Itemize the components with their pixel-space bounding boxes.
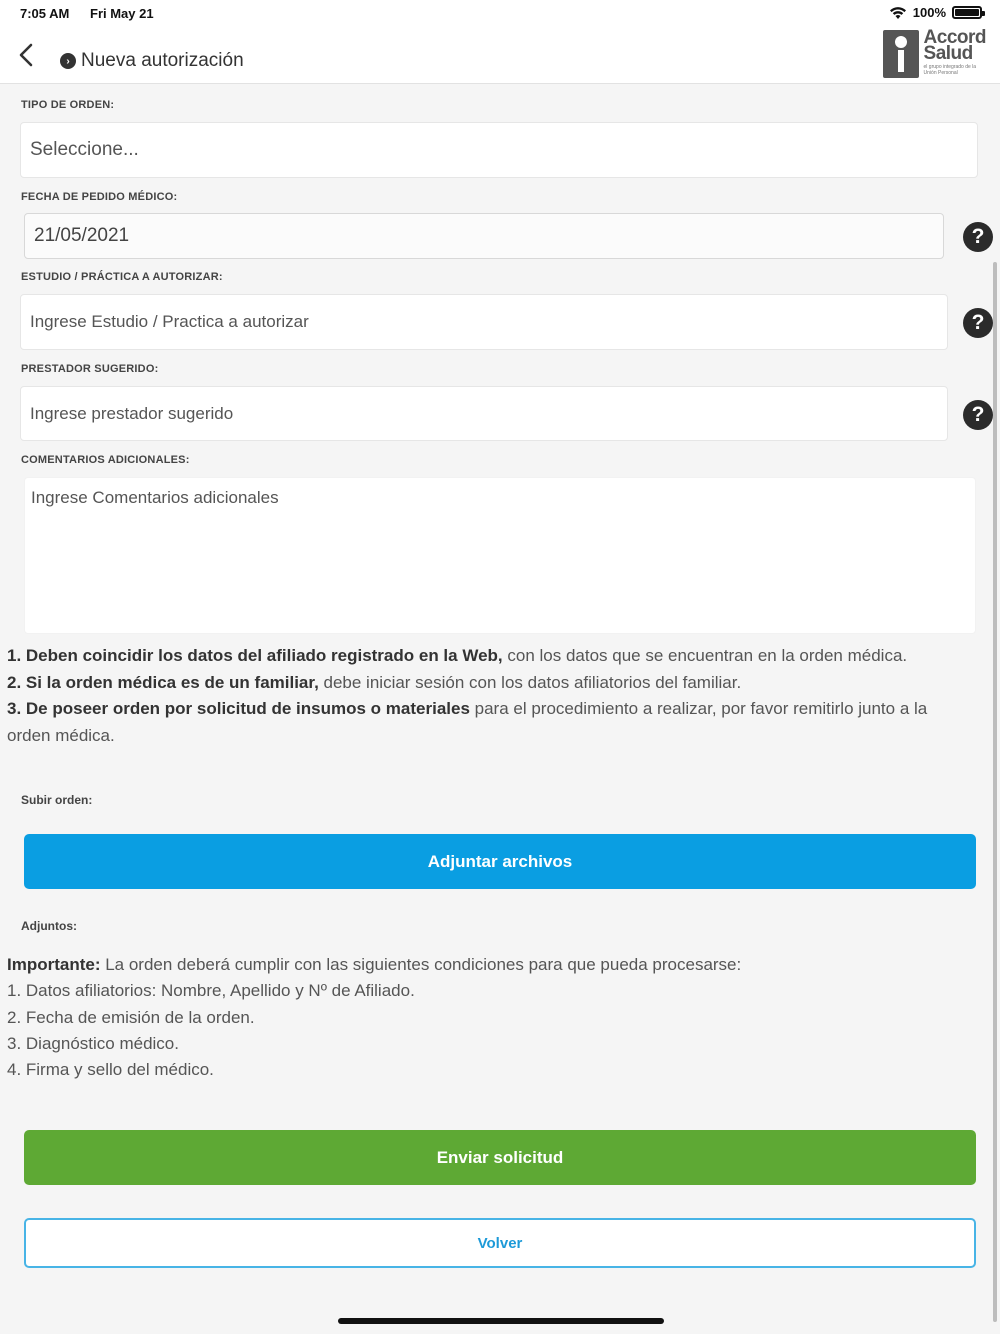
tipo-orden-label: TIPO DE ORDEN: [21,99,115,111]
note-text: con los datos que se encuentran en la orden médica. [502,646,908,665]
important-item: 2. Fecha de emisión de la orden. [7,1007,255,1027]
important-title: Importante: [7,955,101,974]
estudio-input[interactable] [20,294,948,350]
page-title [60,50,244,72]
back-button[interactable]: Volver [24,1218,976,1268]
note-text: para el procedimiento a realizar, por favor remitirlo junto a la orden médica. [7,699,928,745]
status-right [889,5,982,20]
scrollbar[interactable] [993,262,997,1322]
note-bold: 2. Si la orden médica es de un familiar, [7,672,319,692]
comentarios-label: COMENTARIOS ADICIONALES: [21,454,190,466]
home-indicator[interactable] [338,1318,664,1324]
battery-percent: 100% [912,5,946,20]
fecha-input[interactable] [24,213,944,259]
logo-line1: Accord [923,27,986,48]
fecha-value: 21/05/2021 [34,225,130,246]
logo-mark-icon [883,30,919,78]
status-date: Fri May 21 [90,6,154,21]
important-intro-text: La orden deberá cumplir con las siguientes condiciones para que pueda procesarse: [100,955,742,974]
wifi-icon [889,6,907,20]
status-time: 7:05 AM [20,6,70,21]
important-item: 3. Diagnóstico médico. [7,1033,179,1053]
fecha-label: FECHA DE PEDIDO MÉDICO: [21,191,178,203]
estudio-placeholder: Ingrese Estudio / Practica a autorizar [30,312,309,331]
subir-orden-label: Subir orden: [21,793,93,807]
logo-line2: Salud [923,43,973,65]
chevron-left-icon[interactable] [14,40,40,70]
tipo-orden-select[interactable] [20,122,978,178]
note-text: debe iniciar sesión con los datos afiliatorios del familiar. [318,672,742,692]
chevron-right-circle-icon: › [60,53,76,69]
battery-icon [952,6,982,19]
tipo-orden-value: Seleccione... [30,139,139,160]
note-bold: 1. Deben coincidir los datos del afiliado registrado en la Web, [7,646,503,665]
accord-salud-logo [883,27,986,78]
note-item [7,643,973,670]
logo-tagline: el grupo integrado de la Unión Personal [923,64,977,76]
important-block [7,952,973,1083]
submit-request-button[interactable]: Enviar solicitud [24,1130,976,1185]
prestador-placeholder: Ingrese prestador sugerido [30,403,234,423]
help-icon[interactable]: ? [963,222,993,252]
estudio-label: ESTUDIO / PRÁCTICA A AUTORIZAR: [21,271,223,283]
status-bar [0,0,1000,28]
help-icon[interactable]: ? [963,308,993,338]
attach-files-button[interactable]: Adjuntar archivos [24,834,976,889]
help-icon[interactable]: ? [963,400,993,430]
note-item [7,696,973,749]
important-item: 1. Datos afiliatorios: Nombre, Apellido y Nº de Afiliado. [7,981,415,1001]
prestador-label: PRESTADOR SUGERIDO: [21,363,159,375]
important-item: 4. Firma y sello del médico. [7,1060,214,1080]
page-title-text: Nueva autorización [81,50,244,71]
notes-block [7,643,973,749]
adjuntos-label: Adjuntos: [21,919,77,933]
nav-bar [0,28,1000,84]
logo-text [923,27,986,76]
important-intro [7,952,973,978]
note-item [7,670,973,697]
prestador-input[interactable] [20,386,948,441]
comentarios-placeholder: Ingrese Comentarios adicionales [31,488,279,507]
note-bold: 3. De poseer orden por solicitud de insumos o materiales [7,699,470,718]
comentarios-textarea[interactable] [24,477,976,634]
